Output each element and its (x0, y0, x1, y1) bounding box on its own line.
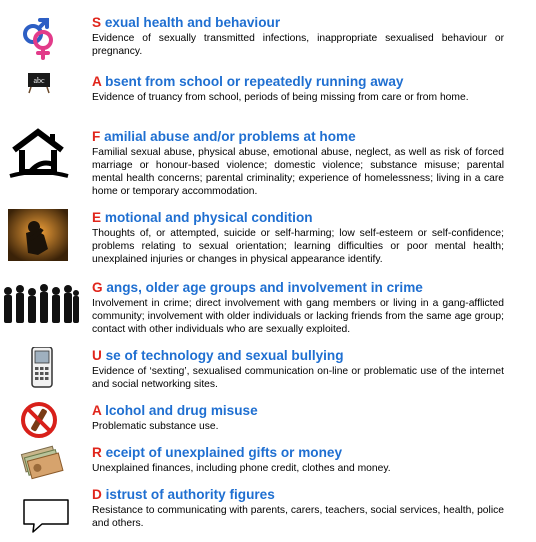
section-heading: D istrust of authority figures (92, 487, 275, 502)
section-description: Evidence of truancy from school, periods of being missing from care or from home. (92, 92, 469, 103)
gender-symbols-icon (0, 14, 80, 66)
crowd-silhouette-icon (0, 279, 80, 331)
section-description: Evidence of ‘sexting’, sexualised communication on-line or problematic use of the internet and social networking sites. (92, 366, 504, 390)
section-heading: G angs, older age groups and involvement in crime (92, 280, 423, 295)
speech-bubble-icon (0, 486, 80, 538)
chalkboard-icon (0, 73, 80, 125)
section-description: Familial sexual abuse, physical abuse, emotional abuse, neglect, as well as risk of forced marriage or honour-based violence; domestic violence; substance misuse; parental mental health concerns; parental criminality; experience of homelessness; living in a care home or temporary accommodation. (92, 147, 504, 197)
distressed-person-icon (8, 209, 68, 261)
section-heading: A bsent from school or repeatedly running away (92, 74, 404, 89)
section-description: Involvement in crime; direct involvement with gang members or living in a gang-afflicted community; involvement with older individuals or lacking friends from the same age group; contact with other individuals who are sexually exploited. (92, 298, 504, 335)
section-heading: S exual health and behaviour (92, 15, 281, 30)
section-heading: F amilial abuse and/or problems at home (92, 129, 356, 144)
section-heading: R eceipt of unexplained gifts or money (92, 445, 343, 460)
section-heading: U se of technology and sexual bullying (92, 348, 344, 363)
section-description: Thoughts of, or attempted, suicide or self-harming; low self-esteem or self-confidence; problems relating to sexual orientation; learning difficulties or poor mental health; unexplained injuries or changes in physical appearance identify. (92, 228, 504, 265)
section-description: Resistance to communicating with parents, carers, teachers, social services, health, police and others. (92, 505, 504, 529)
section-heading: E motional and physical condition (92, 210, 313, 225)
section-heading: A lcohol and drug misuse (92, 403, 258, 418)
mobile-phone-icon (0, 347, 80, 399)
section-description: Problematic substance use. (92, 421, 219, 432)
svg-text:abc: abc (33, 76, 45, 85)
section-description: Evidence of sexually transmitted infections, inappropriate sexualised behaviour or pregnancy. (92, 33, 504, 57)
house-icon (0, 128, 80, 180)
section-description: Unexplained finances, including phone credit, clothes and money. (92, 463, 391, 474)
